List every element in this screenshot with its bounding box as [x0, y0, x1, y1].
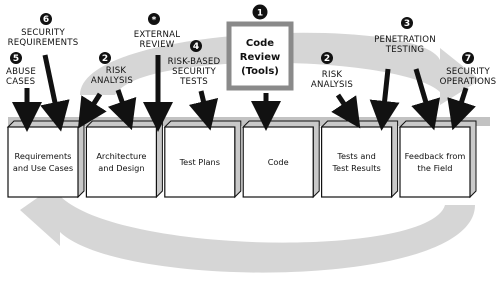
label-risk-analysis-right-line2: Analysis: [310, 80, 354, 90]
code-review-line1: Code: [245, 38, 275, 49]
badge-7: [462, 52, 474, 64]
badge-2-left-number: 2: [101, 54, 109, 64]
badge-4: [190, 40, 202, 52]
badge-2-right: [321, 52, 333, 64]
badge-5: [10, 52, 22, 64]
artifact-box-label-line1: Architecture: [96, 151, 147, 161]
arrow-risk-analysis-1a: [86, 94, 100, 116]
code-review-line3: (Tools): [241, 66, 279, 77]
artifact-box-code: [243, 121, 319, 197]
badge-1-number: 1: [256, 8, 264, 19]
label-penetration-testing-line1: Penetration: [374, 35, 436, 45]
badge-6: [40, 13, 52, 25]
label-abuse-cases-line1: Abuse: [6, 67, 36, 77]
label-risk-based-tests-line2: Security: [172, 67, 216, 77]
label-risk-based-tests-line3: Tests: [180, 77, 208, 87]
badge-6-number: 6: [42, 15, 50, 25]
artifact-box-test-plans: [165, 121, 241, 197]
arrow-security-requirements: [45, 55, 58, 117]
artifact-box-face: [322, 127, 392, 197]
artifact-box-label-line2: and Use Cases: [12, 163, 74, 173]
badge-star-symbol: *: [151, 15, 157, 26]
badge-2-left: [99, 52, 111, 64]
badge-star: [148, 13, 160, 26]
artifact-box-label-line1: Test Plans: [179, 157, 221, 167]
label-abuse-cases-line2: Cases: [6, 77, 36, 87]
arrow-risk-analysis-1b: [118, 90, 127, 116]
arrow-penetration-testing-a: [383, 69, 388, 116]
label-external-review-line2: Review: [139, 40, 175, 50]
artifact-box-label-line2: Test Results: [332, 163, 381, 173]
badge-3: [401, 17, 413, 29]
label-risk-analysis-right-line1: Risk: [321, 70, 343, 80]
artifact-box-feedback: [400, 121, 476, 197]
artifact-box-architecture: [86, 121, 162, 197]
artifact-box-label-line1: Code: [267, 157, 289, 167]
label-security-requirements-line1: Security: [21, 28, 65, 38]
badge-1: [253, 5, 268, 20]
label-risk-analysis-left-line2: Analysis: [90, 76, 134, 86]
artifact-box-label-line1: Feedback from: [404, 151, 466, 161]
label-security-operations-line1: Security: [446, 67, 490, 77]
label-risk-analysis-left-line1: Risk: [105, 66, 127, 76]
artifact-box-face: [8, 127, 78, 197]
artifact-box-label-line1: Tests and: [337, 151, 376, 161]
artifact-box-requirements: [8, 121, 84, 197]
artifact-box-face: [86, 127, 156, 197]
artifact-box-tests: [322, 121, 398, 197]
badge-5-number: 5: [12, 54, 20, 64]
label-risk-based-tests-line1: Risk-based: [167, 57, 221, 67]
badge-7-number: 7: [464, 54, 472, 64]
artifact-box-label-line2: the Field: [417, 163, 453, 173]
label-penetration-testing-line2: Testing: [385, 45, 425, 55]
badge-2-right-number: 2: [323, 54, 331, 64]
artifact-box-label-line1: Requirements: [14, 151, 72, 161]
badge-4-number: 4: [192, 42, 200, 52]
label-external-review-line1: External: [133, 30, 181, 40]
badge-3-number: 3: [403, 19, 411, 29]
code-review-line2: Review: [239, 52, 281, 63]
artifact-box-label-line2: and Design: [98, 163, 145, 173]
arrow-risk-analysis-2: [338, 95, 352, 116]
arrow-risk-based-security-tests: [201, 91, 207, 116]
label-security-operations-line2: Operations: [439, 77, 497, 87]
label-security-requirements-line2: Requirements: [7, 38, 79, 48]
artifact-box-face: [400, 127, 470, 197]
